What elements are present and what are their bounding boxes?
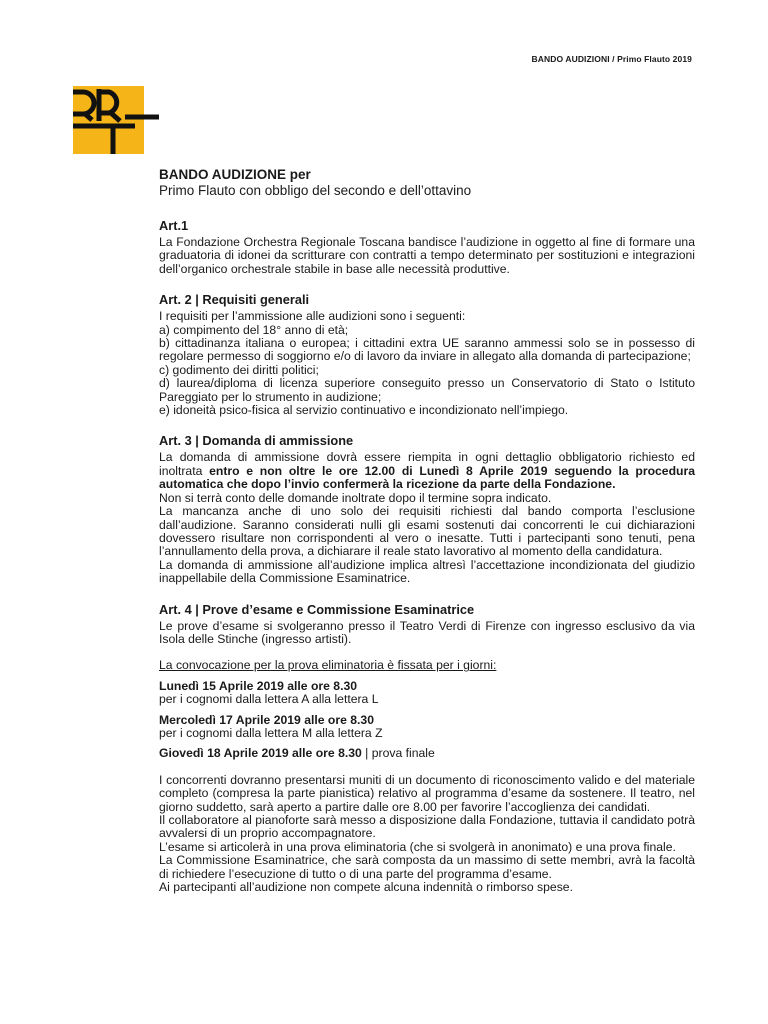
art2-line: c) godimento dei diritti politici; bbox=[159, 362, 319, 377]
art4-heading: Art. 4 | Prove d’esame e Commissione Esaminatrice bbox=[159, 601, 475, 617]
final-date-note: | prova finale bbox=[361, 746, 435, 761]
date-note: per i cognomi dalla lettera M alla lettera Z bbox=[159, 725, 383, 740]
document-body bbox=[159, 167, 695, 894]
date-item bbox=[159, 680, 695, 707]
art4-line: La Commissione Esaminatrice, che sarà composta da un massimo di sette membri, avrà la facoltà di richiedere l’esecuzione di tutto o di una parte del programma d’esame. bbox=[159, 853, 695, 881]
date-label: Mercoledì 17 Aprile 2019 alle ore 8.30 bbox=[159, 712, 374, 727]
art2-line: a) compimento del 18° anno di età; bbox=[159, 322, 349, 337]
art3-p2: Non si terrà conto delle domande inoltrate dopo il termine sopra indicato. bbox=[159, 490, 552, 505]
date-item bbox=[159, 714, 695, 741]
art3-p4: La domanda di ammissione all’audizione implica altresì l’accettazione incondizionata del giudizio inappellabile della Commissione Esaminatrice. bbox=[159, 557, 695, 586]
art2-line: e) idoneità psico-fisica al servizio continuativo e incondizionato nell’impiego. bbox=[159, 403, 569, 418]
date-note: per i cognomi dalla lettera A alla lettera L bbox=[159, 692, 379, 707]
header-note: BANDO AUDIZIONI / Primo Flauto 2019 bbox=[531, 54, 692, 64]
art1-section bbox=[159, 218, 695, 276]
art4-convocazione: La convocazione per la prova eliminatoria è fissata per i giorni: bbox=[159, 658, 497, 673]
art3-p1 bbox=[159, 451, 695, 491]
art2-line: I requisiti per l’ammissione alle audizioni sono i seguenti: bbox=[159, 309, 466, 324]
title-line1: BANDO AUDIZIONE per bbox=[159, 167, 311, 182]
art3-p1-start: La domanda di ammissione dovrà essere riempita in ogni dettaglio obbligatorio richiesto ed inoltrata bbox=[159, 450, 695, 478]
art3-p1-deadline: entro e non oltre le ore 12.00 di Lunedì 8 Aprile 2019 seguendo la procedura automatica che dopo l’invio confermerà la ricezione da parte della Fondazione. bbox=[159, 463, 695, 492]
date-label: Lunedì 15 Aprile 2019 alle ore 8.30 bbox=[159, 678, 358, 693]
art3-section bbox=[159, 433, 695, 585]
art4-p1: Le prove d’esame si svolgeranno presso il Teatro Verdi di Firenze con ingresso esclusivo da via Isola delle Stinche (ingresso artisti). bbox=[159, 618, 695, 646]
art3-heading: Art. 3 | Domanda di ammissione bbox=[159, 433, 354, 449]
art4-line: Ai partecipanti all’audizione non compete alcuna indennità o rimborso spese. bbox=[159, 880, 573, 895]
art4-line: L’esame si articolerà in una prova eliminatoria (che si svolgerà in anonimato) e una prova finale. bbox=[159, 839, 676, 854]
art4-section bbox=[159, 602, 695, 895]
title-line2: Primo Flauto con obbligo del secondo e dell’ottavino bbox=[159, 183, 472, 198]
art4-line: Il collaboratore al pianoforte sarà messo a disposizione dalla Fondazione, tuttavia il candidato potrà avvalersi di un proprio accompagnatore. bbox=[159, 813, 695, 841]
art2-line: d) laurea/diploma di licenza superiore conseguito presso un Conservatorio di Stato o Istituto Pareggiato per lo strumento in audizione; bbox=[159, 376, 695, 404]
art2-line: b) cittadinanza italiana o europea; i cittadini extra UE saranno ammessi solo se in possesso di regolare permesso di soggiorno e/o di lavoro da inviare in allegato alla domanda di partecipazione; bbox=[159, 336, 695, 364]
art2-heading: Art. 2 | Requisiti generali bbox=[159, 292, 310, 308]
art1-heading: Art.1 bbox=[159, 218, 189, 233]
final-date-label: Giovedì 18 Aprile 2019 alle ore 8.30 bbox=[159, 746, 362, 761]
ort-logo bbox=[73, 86, 144, 154]
ort-logo-mark bbox=[73, 86, 163, 154]
art2-section bbox=[159, 292, 695, 417]
art4-line: I concorrenti dovranno presentarsi muniti di un documento di riconoscimento valido e del materiale completo (compresa la parte pianistica) relativo al programma d’esame da sostenere. Il teatro, nel giorno suddetto, sarà aperto a partire dalle ore 8.00 per favorire l’accoglienza dei candidati. bbox=[159, 772, 695, 814]
final-date-item bbox=[159, 747, 695, 760]
art3-p3: La mancanza anche di uno solo dei requisiti richiesti dal bando comporta l’esclusione dall’audizione. Saranno considerati nulli gli esami sostenuti dai concorrenti le cui dichiarazioni dovessero risultare non corrispondenti al vero o inesatte. Tutti i partecipanti sono tenuti, pena l’annullamento della prova, a dichiarare il reale stato lavorativo al momento della candidatura. bbox=[159, 504, 695, 559]
art1-text: La Fondazione Orchestra Regionale Toscana bandisce l’audizione in oggetto al fine di formare una graduatoria di idonei da scritturare con contratti a tempo determinato per sostituzioni e integrazioni dell’organico orchestrale stabile in base alle necessità produttive. bbox=[159, 235, 695, 276]
